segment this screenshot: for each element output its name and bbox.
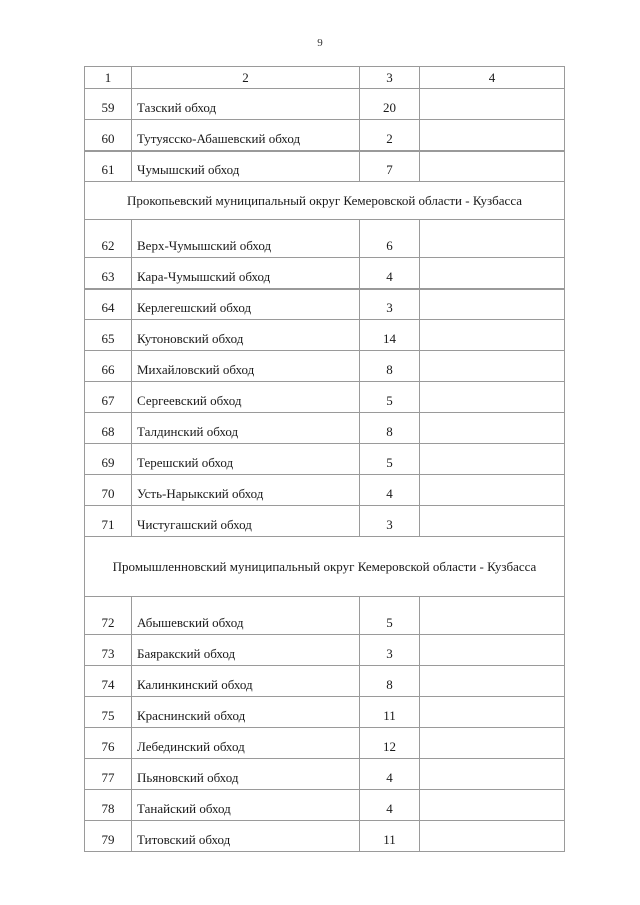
table-row: [85, 413, 565, 444]
table-row: [85, 320, 565, 351]
row-name: Чумышский обход: [132, 151, 360, 182]
row-note: [420, 289, 565, 320]
row-name: Терешский обход: [132, 444, 360, 475]
row-number: 72: [85, 597, 132, 635]
row-name: Титовский обход: [132, 821, 360, 852]
table-row: [85, 89, 565, 120]
row-value: 4: [360, 790, 420, 821]
table-row: [85, 790, 565, 821]
table-row: [85, 821, 565, 852]
row-note: [420, 506, 565, 537]
row-note: [420, 351, 565, 382]
table-row: [85, 666, 565, 697]
row-number: 67: [85, 382, 132, 413]
row-name: Чистугашский обход: [132, 506, 360, 537]
row-name: Талдинский обход: [132, 413, 360, 444]
row-value: 5: [360, 444, 420, 475]
row-note: [420, 666, 565, 697]
row-name: Тутуясско-Абашевский обход: [132, 120, 360, 151]
row-name: Кутоновский обход: [132, 320, 360, 351]
table-row: [85, 475, 565, 506]
table-row: [85, 220, 565, 258]
row-number: 61: [85, 151, 132, 182]
row-note: [420, 120, 565, 151]
row-value: 12: [360, 728, 420, 759]
table-row: [85, 120, 565, 151]
row-note: [420, 382, 565, 413]
row-note: [420, 444, 565, 475]
section-title: Прокопьевский муниципальный округ Кемеровской области - Кузбасса: [85, 182, 565, 220]
row-name: Керлегешский обход: [132, 289, 360, 320]
row-name: Кара-Чумышский обход: [132, 258, 360, 289]
row-value: 8: [360, 351, 420, 382]
table-row: [85, 382, 565, 413]
row-name: Калинкинский обход: [132, 666, 360, 697]
row-value: 8: [360, 666, 420, 697]
row-number: 74: [85, 666, 132, 697]
row-name: Краснинский обход: [132, 697, 360, 728]
row-number: 78: [85, 790, 132, 821]
row-name: Тазский обход: [132, 89, 360, 120]
row-name: Лебединский обход: [132, 728, 360, 759]
table-row: [85, 759, 565, 790]
row-number: 69: [85, 444, 132, 475]
table-row: [85, 697, 565, 728]
row-number: 60: [85, 120, 132, 151]
table-row: [85, 289, 565, 320]
row-name: Усть-Нарыкский обход: [132, 475, 360, 506]
row-number: 71: [85, 506, 132, 537]
row-value: 3: [360, 506, 420, 537]
row-value: 4: [360, 475, 420, 506]
row-number: 59: [85, 89, 132, 120]
row-number: 76: [85, 728, 132, 759]
section-title: Промышленновский муниципальный округ Кемеровской области - Кузбасса: [85, 537, 565, 597]
row-value: 20: [360, 89, 420, 120]
table-row: [85, 444, 565, 475]
table-row: [85, 728, 565, 759]
row-note: [420, 220, 565, 258]
row-name: Баяракский обход: [132, 635, 360, 666]
row-value: 2: [360, 120, 420, 151]
row-value: 5: [360, 382, 420, 413]
row-value: 4: [360, 759, 420, 790]
table-row: [85, 151, 565, 182]
row-note: [420, 320, 565, 351]
table-row: [85, 635, 565, 666]
row-note: [420, 821, 565, 852]
row-name: Верх-Чумышский обход: [132, 220, 360, 258]
row-note: [420, 475, 565, 506]
row-value: 8: [360, 413, 420, 444]
section-header-row: [85, 182, 565, 220]
page-number: 9: [317, 37, 323, 49]
row-name: Танайский обход: [132, 790, 360, 821]
row-number: 65: [85, 320, 132, 351]
row-value: 3: [360, 635, 420, 666]
row-number: 77: [85, 759, 132, 790]
row-number: 70: [85, 475, 132, 506]
row-name: Сергеевский обход: [132, 382, 360, 413]
header-cell-1: 1: [85, 67, 132, 89]
table-row: [85, 506, 565, 537]
table-row: [85, 258, 565, 289]
row-value: 11: [360, 821, 420, 852]
row-number: 63: [85, 258, 132, 289]
row-note: [420, 728, 565, 759]
row-number: 64: [85, 289, 132, 320]
table-row: [85, 597, 565, 635]
row-note: [420, 790, 565, 821]
header-cell-3: 3: [360, 67, 420, 89]
row-value: 6: [360, 220, 420, 258]
row-value: 11: [360, 697, 420, 728]
row-value: 3: [360, 289, 420, 320]
row-value: 5: [360, 597, 420, 635]
row-name: Пьяновский обход: [132, 759, 360, 790]
row-note: [420, 635, 565, 666]
row-number: 73: [85, 635, 132, 666]
header-cell-2: 2: [132, 67, 360, 89]
row-note: [420, 597, 565, 635]
header-row: [85, 67, 565, 89]
row-number: 62: [85, 220, 132, 258]
row-note: [420, 89, 565, 120]
row-note: [420, 151, 565, 182]
row-note: [420, 759, 565, 790]
row-number: 68: [85, 413, 132, 444]
section-header-row: [85, 537, 565, 597]
row-name: Михайловский обход: [132, 351, 360, 382]
row-name: Абышевский обход: [132, 597, 360, 635]
row-note: [420, 413, 565, 444]
row-number: 75: [85, 697, 132, 728]
row-note: [420, 258, 565, 289]
row-number: 79: [85, 821, 132, 852]
row-value: 4: [360, 258, 420, 289]
table-row: [85, 351, 565, 382]
row-note: [420, 697, 565, 728]
row-number: 66: [85, 351, 132, 382]
forestry-table: [84, 66, 565, 852]
header-cell-4: 4: [420, 67, 565, 89]
row-value: 7: [360, 151, 420, 182]
row-value: 14: [360, 320, 420, 351]
